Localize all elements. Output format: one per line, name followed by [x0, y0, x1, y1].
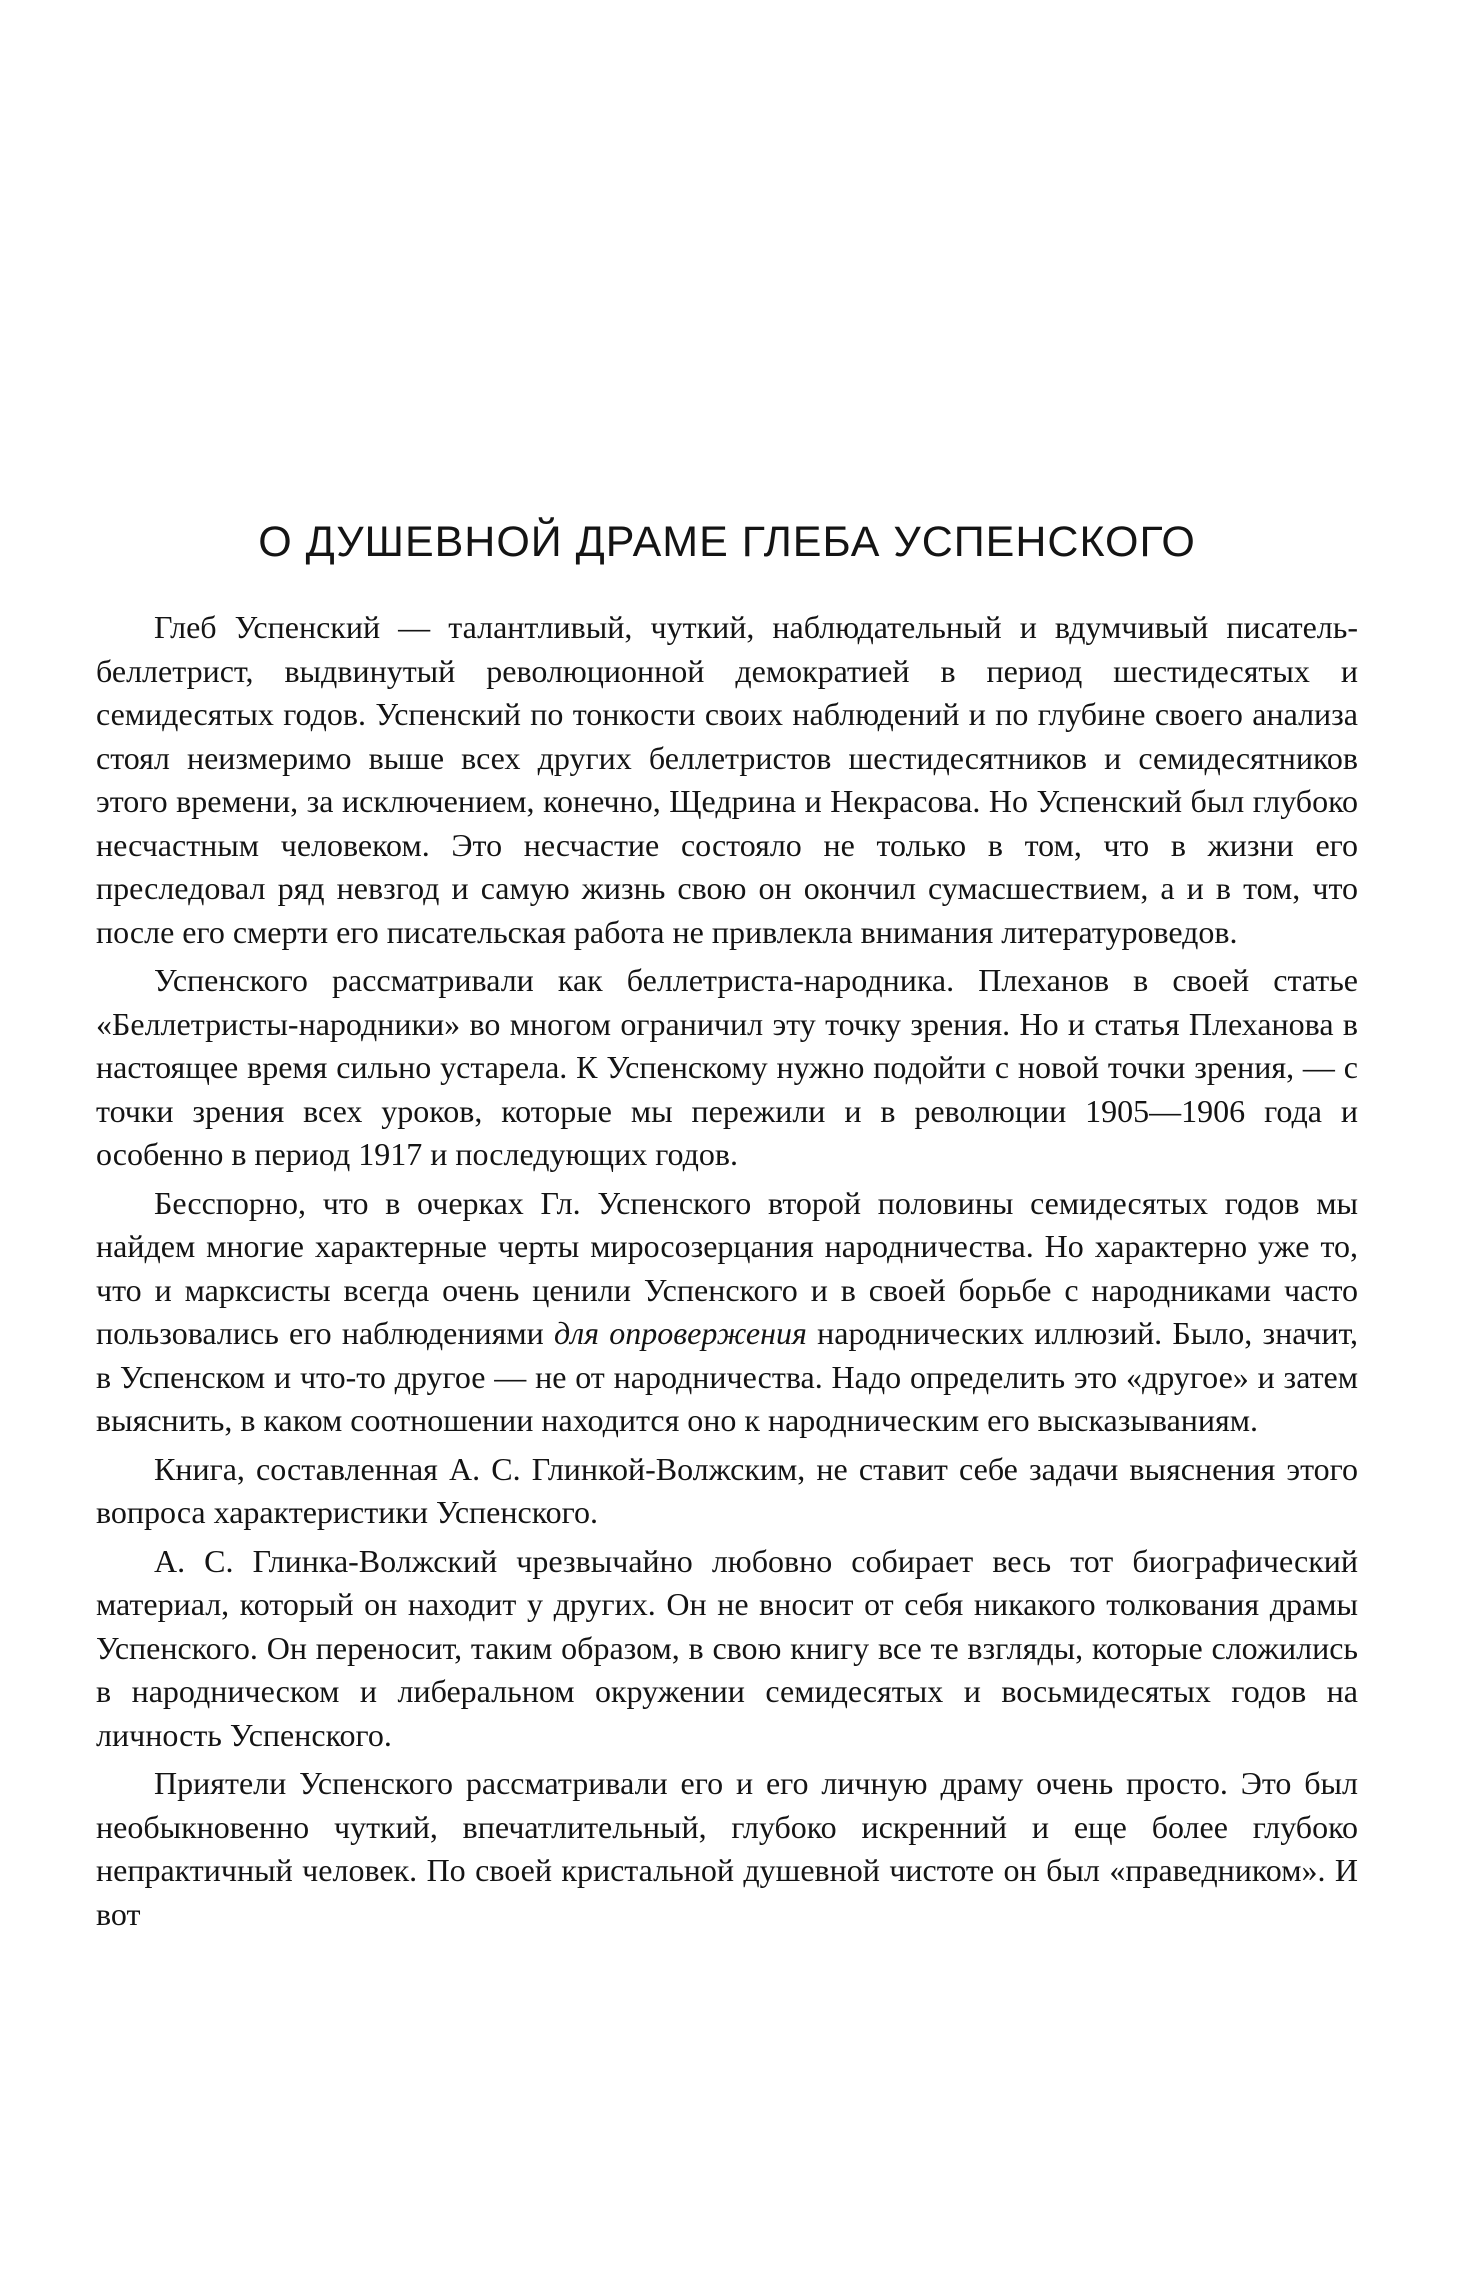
paragraph-3 — [96, 1182, 1358, 1443]
page-content — [96, 512, 1358, 1941]
paragraph-6: Приятели Успенского рассматривали его и его личную драму очень просто. Это был необыкновенно чуткий, впечатлительный, глубоко искренний и еще более глубоко непрактичный человек. По своей кристальной душевной чистоте он был «праведником». И вот — [96, 1765, 1358, 1932]
paragraph-5: А. С. Глинка-Волжский чрезвычайно любовно собирает весь тот биографический материал, который он находит у других. Он не вносит от себя никакого толкования драмы Успенского. Он переносит, таким образом, в свою книгу все те взгляды, которые сложились в народническом и либеральном окружении семидесятых и восьмидесятых годов на личность Успенского. — [96, 1542, 1358, 1753]
paragraph-2: Успенского рассматривали как беллетриста-народника. Плеханов в своей статье «Беллетристы-народники» во многом ограничил эту точку зрения. Но и статья Плеханова в настоящее время сильно устарела. К Успенскому нужно подойти с новой точки зрения, — с точки зрения всех уроков, которые мы пережили и в революции 1905—1906 года и особенно в период 1917 и последующих годов. — [96, 962, 1358, 1172]
paragraph-3-text-after: народнических иллюзий. Было, значит, в Успенском и что-то другое — не от народничества. Надо определить это «другое» и затем выяснить, в каком соотношении находится оно к народническим его высказываниям. — [96, 1315, 1359, 1438]
paragraph-1: Глеб Успенский — талантливый, чуткий, наблюдательный и вдумчивый писатель-беллетрист, выдвинутый революционной демократией в период шестидесятых и семидесятых годов. Успенский по тонкости своих наблюдений и по глубине своего анализа стоял неизмеримо выше всех других беллетристов шестидесятников и семидесятников этого времени, за исключением, конечно, Щедрина и Некрасова. Но Успенский был глубоко несчастным человеком. Это несчастие состояло не только в том, что в жизни его преследовал ряд невзгод и самую жизнь свою он окончил сумасшествием, а и в том, что после его смерти его писательская работа не привлекла внимания литературоведов. — [96, 609, 1358, 950]
article-title: О ДУШЕВНОЙ ДРАМЕ ГЛЕБА УСПЕНСКОГО — [258, 518, 1196, 566]
paragraph-4: Книга, составленная А. С. Глинкой-Волжским, не ставит себе задачи выяснения этого вопроса характеристики Успенского. — [96, 1450, 1358, 1530]
paragraph-3-text-before: Бесспорно, что в очерках Гл. Успенского второй половины семидесятых годов мы найдем многие характерные черты миросозерцания народничества. Но характерно уже то, что и марксисты всегда очень ценили Успенского и в своей борьбе с народниками часто пользовались его наблюдениями — [96, 1184, 1358, 1351]
paragraph-3-emphasis: для опровержения — [554, 1315, 807, 1351]
